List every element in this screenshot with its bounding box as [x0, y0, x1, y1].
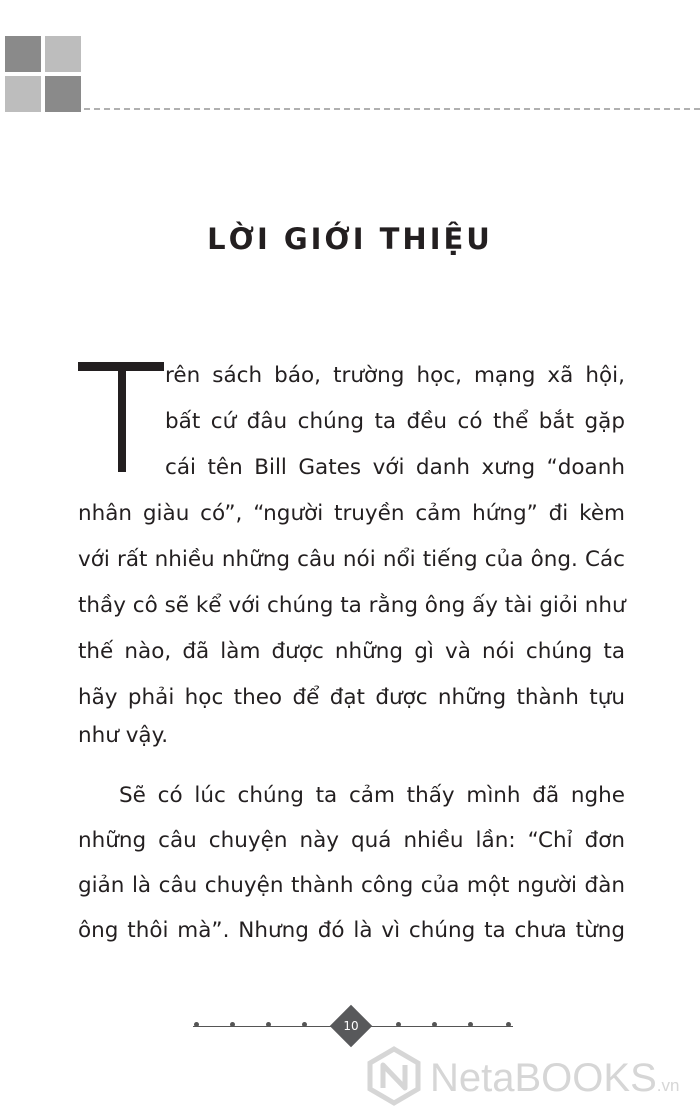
chapter-title: LỜI GIỚI THIỆU: [207, 222, 493, 256]
footer-dot: [432, 1022, 437, 1027]
body-line: thế nào, đã làm được những gì và nói chúng ta: [78, 639, 625, 664]
footer-dot: [468, 1022, 473, 1027]
watermark-suffix: .vn: [656, 1076, 680, 1095]
footer-dot: [302, 1022, 307, 1027]
drop-cap-stem: [118, 362, 126, 472]
footer-dot: [194, 1022, 199, 1027]
footer-dot: [230, 1022, 235, 1027]
corner-square: [5, 36, 41, 72]
corner-square: [45, 36, 81, 72]
body-line: như vậy.: [78, 723, 169, 748]
body-line: hãy phải học theo để đạt được những thành tựu: [78, 685, 625, 710]
footer-dot: [506, 1022, 511, 1027]
corner-square: [45, 76, 81, 112]
footer-dot: [266, 1022, 271, 1027]
drop-cap: [78, 362, 166, 472]
body-line: nhân giàu có”, “người truyền cảm hứng” đi kèm: [78, 501, 625, 526]
header-dashed-rule: [84, 108, 700, 110]
watermark-text: [430, 1050, 679, 1114]
body-line: bất cứ đâu chúng ta đều có thể bắt gặp: [165, 409, 625, 434]
corner-square: [5, 76, 41, 112]
page-number: 10: [343, 1019, 359, 1033]
footer-dot: [396, 1022, 401, 1027]
body-line: Sẽ có lúc chúng ta cảm thấy mình đã nghe: [119, 783, 625, 808]
netabooks-watermark: [364, 1046, 700, 1110]
body-line: ông thôi mà”. Nhưng đó là vì chúng ta chưa từng: [78, 918, 625, 943]
body-line: rên sách báo, trường học, mạng xã hội,: [165, 363, 625, 388]
body-line: giản là câu chuyện thành công của một người đàn: [78, 873, 625, 898]
corner-decoration: [5, 36, 81, 112]
netabooks-logo-icon: [364, 1046, 424, 1106]
watermark-brand: NetaBOOKS: [430, 1056, 657, 1100]
body-line: thầy cô sẽ kể với chúng ta rằng ông ấy tài giỏi như: [78, 593, 626, 618]
body-line: cái tên Bill Gates với danh xưng “doanh: [165, 455, 625, 480]
body-line: những câu chuyện này quá nhiều lần: “Chỉ đơn: [78, 828, 625, 853]
body-line: với rất nhiều những câu nói nổi tiếng của ông. Các: [78, 547, 625, 572]
